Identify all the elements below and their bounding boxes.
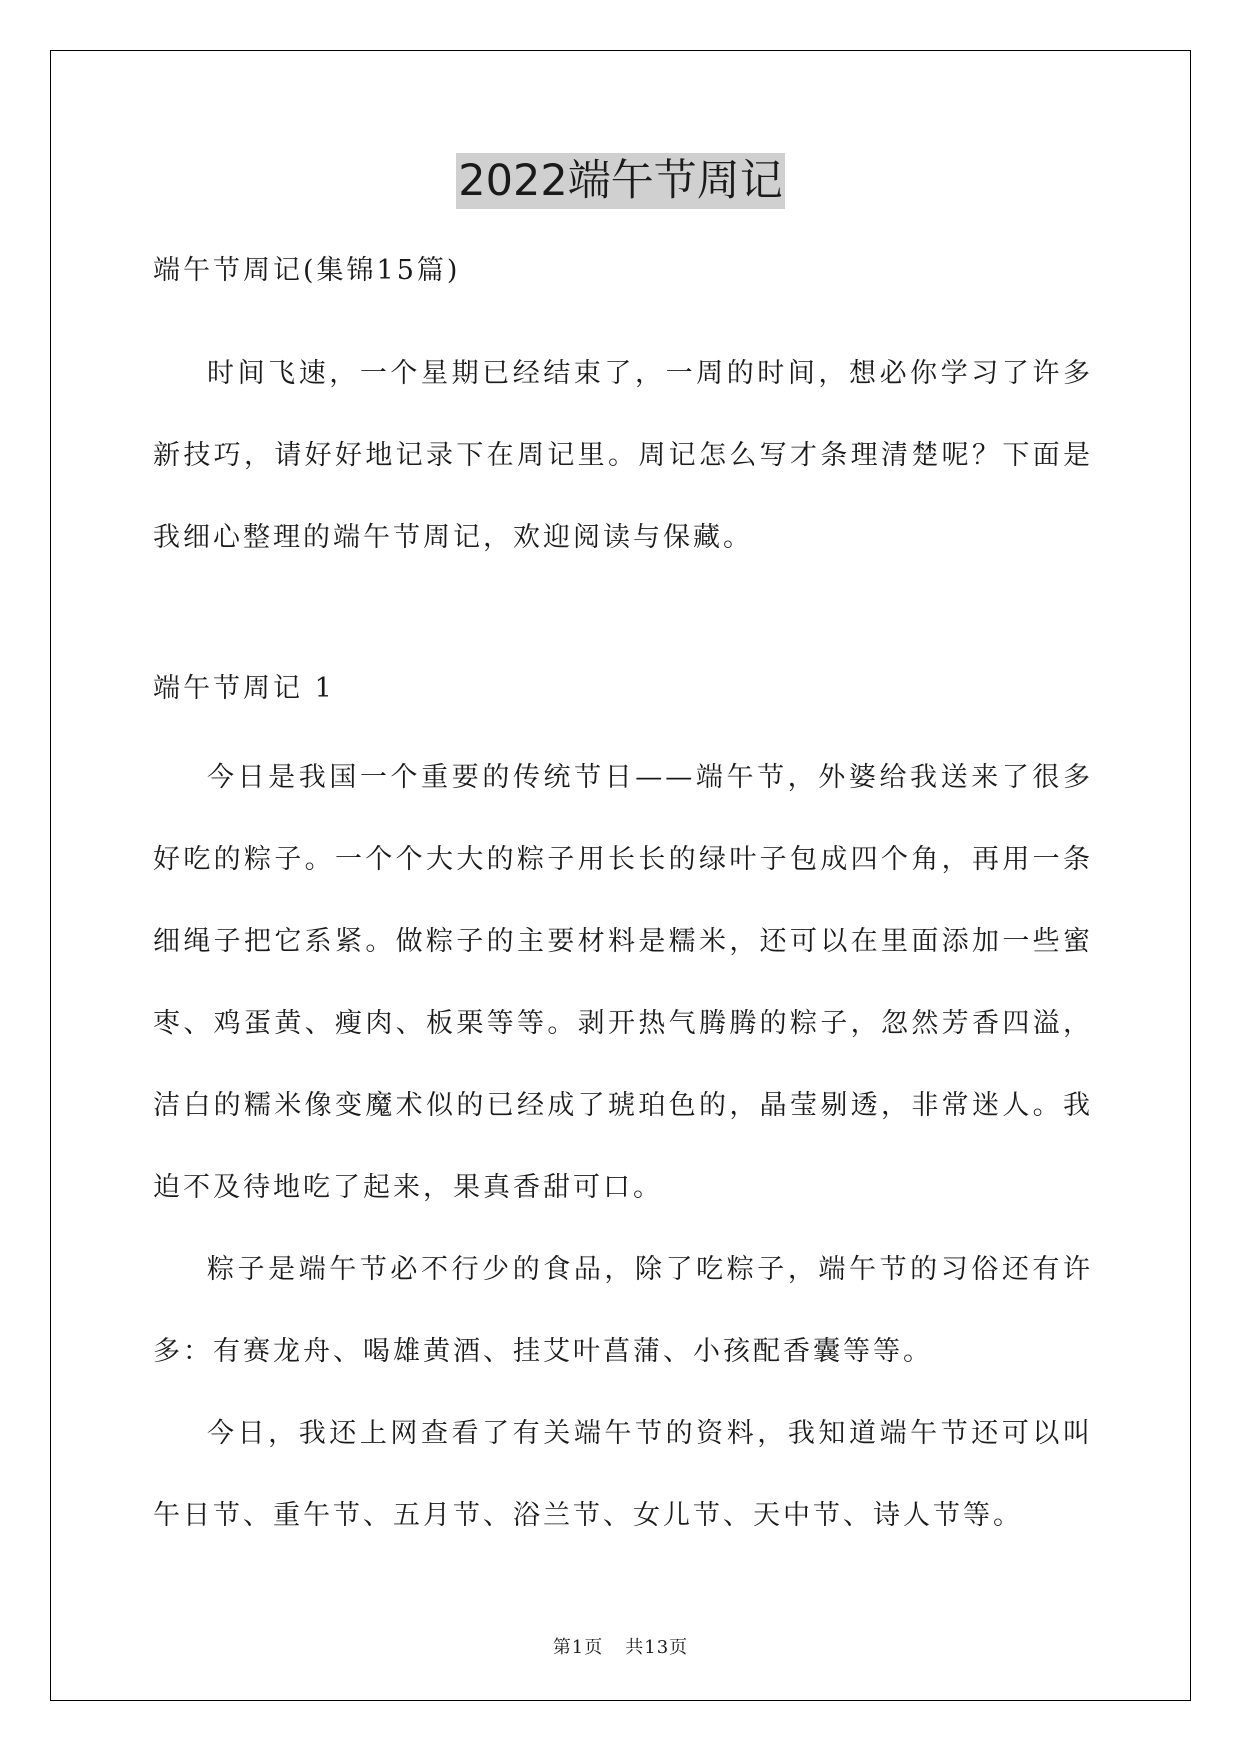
page-number-total: 共13页 (625, 1637, 689, 1658)
document-subtitle: 端午节周记(集锦15篇) (153, 255, 461, 286)
body-paragraph-1: 今日是我国一个重要的传统节日——端午节，外婆给我送来了很多好吃的粽子。一个个大大的粽子用长长的绿叶子包成四个角，再用一条细绳子把它系紧。做粽子的主要材料是糯米，还可以在里面添加一些蜜枣、鸡蛋黄、瘦肉、板栗等等。剥开热气腾腾的粽子，忽然芳香四溢，洁白的糯米像变魔术似的已经成了琥珀色的，晶莹剔透，非常迷人。我迫不及待地吃了起来，果真香甜可口。 (153, 762, 1093, 1203)
page-number-current: 第1页 (552, 1637, 604, 1658)
document-body (153, 251, 1093, 1557)
section-spacer (153, 579, 1093, 659)
body-paragraph-3: 今日，我还上网查看了有关端午节的资料，我知道端午节还可以叫午日节、重午节、五月节、浴兰节、女儿节、天中节、诗人节等。 (153, 1418, 1093, 1531)
title-container (0, 153, 1241, 209)
intro-paragraph: 时间飞速，一个星期已经结束了，一周的时间，想必你学习了许多新技巧，请好好地记录下在周记里。周记怎么写才条理清楚呢？下面是我细心整理的端午节周记，欢迎阅读与保藏。 (153, 358, 1093, 553)
section-heading: 端午节周记 1 (153, 673, 335, 704)
body-paragraph-2: 粽子是端午节必不行少的食品，除了吃粽子，端午节的习俗还有许多：有赛龙舟、喝雄黄酒、挂艾叶菖蒲、小孩配香囊等等。 (153, 1254, 1093, 1367)
document-title: 2022端午节周记 (456, 153, 784, 209)
page-footer (0, 1633, 1241, 1659)
